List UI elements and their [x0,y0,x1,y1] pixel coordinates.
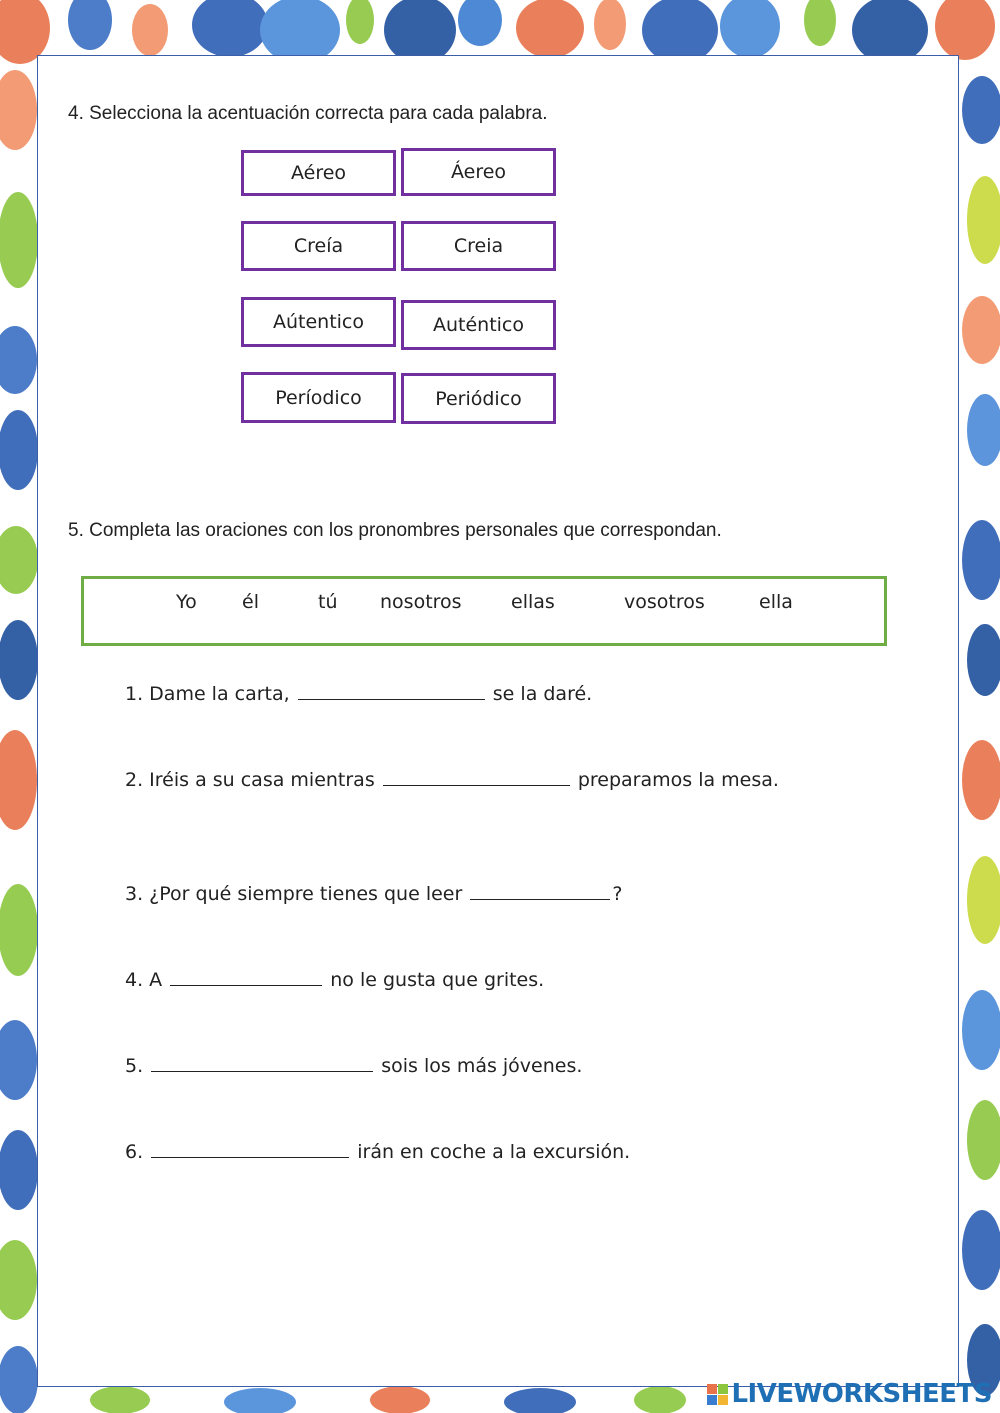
sentence-2 [125,767,779,791]
choice-option[interactable]: Creia [401,221,556,271]
answer-blank[interactable] [170,967,322,986]
sentence-text-after: irán en coche a la excursión. [357,1141,631,1163]
question-4-title: 4. Selecciona la acentuación correcta para cada palabra. [68,103,548,124]
word-bank-item: Yo [176,591,197,613]
choice-option[interactable]: Aútentico [241,297,396,347]
answer-blank[interactable] [298,681,485,700]
word-bank-item: ella [759,591,793,613]
sentence-3 [125,881,622,905]
sentence-text-before: 6. [125,1141,144,1163]
liveworksheets-logo [707,1379,992,1409]
word-bank [81,576,887,646]
sentence-text-before: 3. ¿Por qué siempre tienes que leer [125,883,463,905]
choice-option[interactable]: Periódico [401,373,556,424]
worksheet-page [37,55,959,1387]
choice-option[interactable]: Auténtico [401,300,556,350]
question-5-title: 5. Completa las oraciones con los pronombres personales que correspondan. [68,520,722,541]
answer-blank[interactable] [151,1139,349,1158]
sentence-text-after: preparamos la mesa. [577,769,779,791]
sentence-text-after: sois los más jóvenes. [381,1055,583,1077]
answer-blank[interactable] [383,767,570,786]
word-bank-item: tú [318,591,338,613]
sentence-text-after: se la daré. [492,683,593,705]
sentence-text-before: 4. A [125,969,163,991]
answer-blank[interactable] [470,881,610,900]
sentence-text-after: no le gusta que grites. [330,969,545,991]
sentence-1 [125,681,592,705]
sentence-6 [125,1139,630,1163]
answer-blank[interactable] [151,1053,373,1072]
choice-option[interactable]: Aéreo [241,150,396,196]
logo-text: LIVEWORKSHEETS [731,1379,992,1409]
choice-option[interactable]: Períodico [241,372,396,423]
sentence-text-after: ? [612,883,623,905]
word-bank-item: ellas [511,591,555,613]
liveworksheets-badge-icon [707,1384,728,1405]
sentence-4 [125,967,544,991]
choice-option[interactable]: Áereo [401,148,556,196]
choice-option[interactable]: Creía [241,221,396,271]
word-bank-item: él [242,591,259,613]
word-bank-item: nosotros [380,591,462,613]
word-bank-item: vosotros [624,591,705,613]
sentence-text-before: 1. Dame la carta, [125,683,290,705]
sentence-5 [125,1053,582,1077]
sentence-text-before: 5. [125,1055,144,1077]
sentence-text-before: 2. Iréis a su casa mientras [125,769,375,791]
